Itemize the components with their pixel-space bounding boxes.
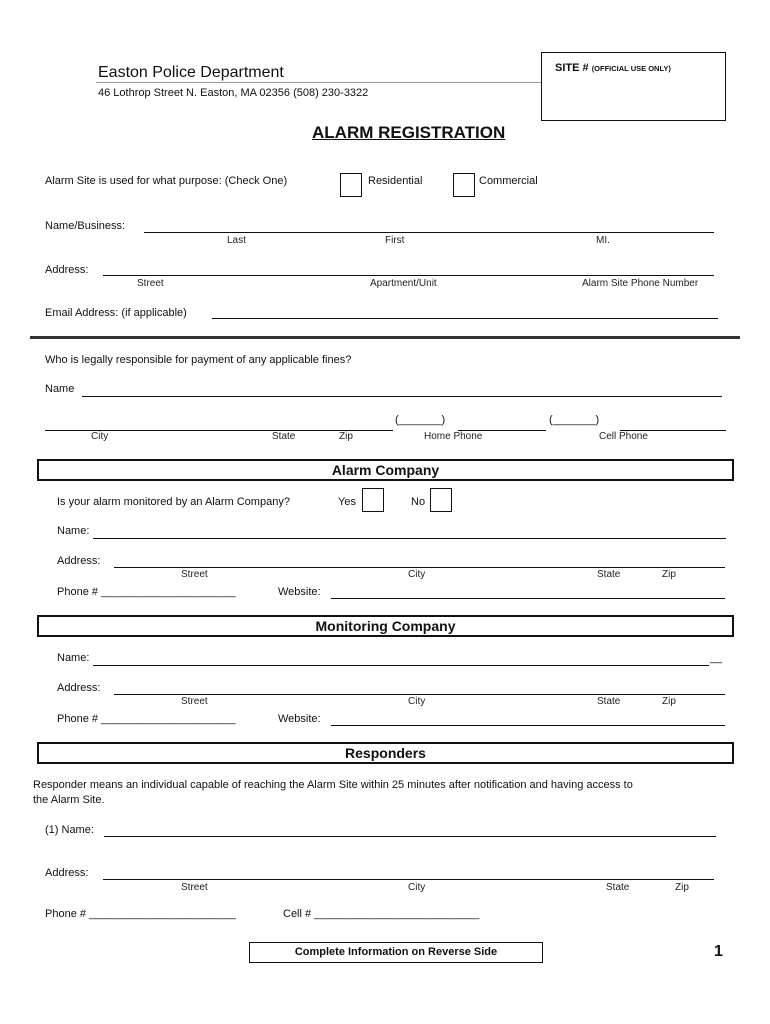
name-sub-last: Last	[227, 235, 246, 246]
alarm-sub-street: Street	[181, 569, 208, 580]
section-divider	[30, 336, 740, 339]
responsible-name-field[interactable]	[82, 383, 722, 397]
responders-description-line2: the Alarm Site.	[33, 794, 105, 806]
name-business-label: Name/Business:	[45, 220, 126, 232]
monitoring-address-label: Address:	[57, 682, 101, 694]
responder-phone-label: Phone # ________________________	[45, 908, 236, 920]
alarm-sub-state: State	[597, 569, 621, 580]
monitoring-website-field[interactable]	[331, 712, 725, 726]
alarm-address-label: Address:	[57, 555, 101, 567]
site-note: (OFFICIAL USE ONLY)	[591, 64, 671, 73]
responder-cell-label: Cell # ___________________________	[283, 908, 480, 920]
alarm-no-label: No	[411, 496, 426, 508]
responsible-name-label: Name	[45, 383, 75, 395]
department-name: Easton Police Department	[98, 64, 284, 81]
addr-sub-street: Street	[137, 278, 164, 289]
reverse-side-note: Complete Information on Reverse Side	[249, 942, 543, 963]
resp-sub-city: City	[91, 431, 109, 442]
address-label: Address:	[45, 264, 89, 276]
monitoring-sub-city: City	[408, 696, 426, 707]
alarm-yes-label: Yes	[338, 496, 356, 508]
responsible-city-state-zip-field[interactable]	[45, 417, 393, 431]
monitoring-sub-zip: Zip	[662, 696, 676, 707]
alarm-name-label: Name:	[57, 525, 90, 537]
department-address: 46 Lothrop Street N. Easton, MA 02356 (508) 230-3322	[98, 87, 369, 99]
responders-heading: Responders	[37, 742, 734, 764]
responder-sub-street: Street	[181, 882, 208, 893]
email-field[interactable]	[212, 305, 718, 319]
name-sub-first: First	[385, 235, 405, 246]
monitoring-name-label: Name:	[57, 652, 90, 664]
responder-sub-zip: Zip	[675, 882, 689, 893]
email-label: Email Address: (if applicable)	[45, 307, 187, 319]
cell-phone-field[interactable]	[620, 417, 726, 431]
resp-sub-state: State	[272, 431, 296, 442]
name-sub-mi: MI.	[596, 235, 610, 246]
home-phone-area-code: (_______)	[395, 414, 446, 426]
alarm-phone-label: Phone # ______________________	[57, 586, 236, 598]
address-field[interactable]	[103, 262, 714, 276]
responders-description-line1: Responder means an individual capable of reaching the Alarm Site within 25 minutes after notification and having access to	[33, 779, 633, 791]
commercial-checkbox[interactable]	[453, 173, 475, 197]
alarm-website-field[interactable]	[331, 585, 725, 599]
alarm-monitored-question: Is your alarm monitored by an Alarm Company?	[57, 496, 290, 508]
monitoring-name-tail: __	[710, 652, 723, 664]
alarm-no-checkbox[interactable]	[430, 488, 452, 512]
responder-address-label: Address:	[45, 867, 89, 879]
monitoring-phone-label: Phone # ______________________	[57, 713, 236, 725]
form-title: ALARM REGISTRATION	[312, 123, 506, 142]
alarm-address-field[interactable]	[114, 554, 725, 568]
home-phone-field[interactable]	[458, 417, 546, 431]
monitoring-name-field[interactable]	[93, 652, 709, 666]
residential-label: Residential	[368, 175, 423, 187]
alarm-name-field[interactable]	[93, 525, 726, 539]
cell-phone-area-code: (_______)	[549, 414, 600, 426]
site-purpose-question: Alarm Site is used for what purpose: (Check One)	[45, 175, 288, 187]
responder-sub-state: State	[606, 882, 630, 893]
monitoring-address-field[interactable]	[114, 681, 725, 695]
commercial-label: Commercial	[479, 175, 538, 187]
monitoring-website-label: Website:	[278, 713, 321, 725]
addr-sub-phone: Alarm Site Phone Number	[582, 278, 699, 289]
alarm-yes-checkbox[interactable]	[362, 488, 384, 512]
page-number: 1	[714, 943, 723, 960]
alarm-website-label: Website:	[278, 586, 321, 598]
responder-name-field[interactable]	[104, 823, 716, 837]
responder-sub-city: City	[408, 882, 426, 893]
addr-sub-apartment: Apartment/Unit	[370, 278, 437, 289]
alarm-company-heading: Alarm Company	[37, 459, 734, 481]
monitoring-company-heading: Monitoring Company	[37, 615, 734, 637]
site-number-box[interactable]	[541, 52, 726, 121]
responder-address-field[interactable]	[103, 866, 714, 880]
resp-sub-home-phone: Home Phone	[424, 431, 483, 442]
name-business-field[interactable]	[144, 219, 714, 233]
residential-checkbox[interactable]	[340, 173, 362, 197]
resp-sub-cell-phone: Cell Phone	[599, 431, 648, 442]
monitoring-sub-state: State	[597, 696, 621, 707]
responder-name-label: (1) Name:	[45, 824, 94, 836]
responsible-question: Who is legally responsible for payment of any applicable fines?	[45, 354, 352, 366]
resp-sub-zip: Zip	[339, 431, 353, 442]
header-divider	[96, 82, 542, 83]
alarm-sub-city: City	[408, 569, 426, 580]
monitoring-sub-street: Street	[181, 696, 208, 707]
site-label: SITE #	[555, 62, 589, 74]
alarm-sub-zip: Zip	[662, 569, 676, 580]
